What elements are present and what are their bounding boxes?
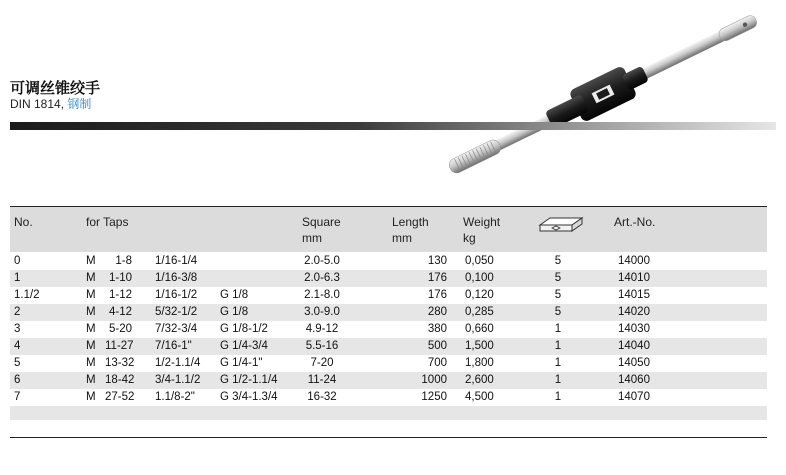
cell-no: 1.1/2 <box>14 289 40 301</box>
table-body <box>10 253 767 420</box>
cell-m-size: 1-8 <box>115 255 132 267</box>
cell-weight: 2,600 <box>465 374 494 386</box>
cell-m-size: 4-12 <box>108 306 132 318</box>
cell-length: 176 <box>427 272 447 284</box>
cell-pack: 1 <box>554 340 562 352</box>
table-bottom-rule <box>10 437 767 438</box>
cell-inch: 7/16-1" <box>155 340 192 352</box>
cell-inch: 1/2-1.1/4 <box>155 357 201 369</box>
product-title: 可调丝锥绞手 <box>10 79 101 97</box>
cell-weight: 1,500 <box>465 340 494 352</box>
cell-art-no: 14050 <box>618 357 650 369</box>
cell-inch: 7/32-3/4 <box>155 323 198 335</box>
cell-m: M <box>86 255 96 267</box>
cell-square: 16-32 <box>307 391 337 403</box>
cell-no: 3 <box>14 323 21 335</box>
cell-inch: 1.1/8-2" <box>155 391 195 403</box>
cell-square: 2.1-8.0 <box>304 289 340 301</box>
table-row-empty <box>10 406 767 420</box>
table-row <box>10 321 767 338</box>
cell-art-no: 14070 <box>618 391 650 403</box>
cell-g: G 1/4-1" <box>220 357 263 369</box>
cell-pack: 5 <box>554 272 562 284</box>
header-square <box>302 214 341 246</box>
cell-m: M <box>86 323 96 335</box>
cell-g: G 1/2-1.1/4 <box>220 374 278 386</box>
cell-inch: 1/16-1/2 <box>155 289 198 301</box>
cell-weight: 0,285 <box>465 306 494 318</box>
cell-no: 7 <box>14 391 21 403</box>
cell-m: M <box>86 306 96 318</box>
cell-no: 0 <box>14 255 21 267</box>
cell-inch: 1/16-3/8 <box>155 272 198 284</box>
product-subtitle <box>10 95 91 112</box>
package-box-icon <box>538 215 584 233</box>
table-row <box>10 304 767 321</box>
cell-art-no: 14020 <box>618 306 650 318</box>
cell-g: G 1/8 <box>220 306 249 318</box>
cell-m-size: 13-32 <box>105 357 135 369</box>
cell-m: M <box>86 272 96 284</box>
cell-g: G 3/4-1.3/4 <box>220 391 278 403</box>
cell-weight: 1,800 <box>465 357 494 369</box>
header-length <box>392 214 429 246</box>
table-row <box>10 389 767 406</box>
header-square-label: Square <box>302 215 341 229</box>
header-weight-unit: kg <box>463 231 476 245</box>
cell-length: 500 <box>427 340 447 352</box>
cell-length: 700 <box>427 357 447 369</box>
cell-art-no: 14015 <box>618 289 650 301</box>
cell-length: 176 <box>427 289 447 301</box>
cell-weight: 0,050 <box>465 255 494 267</box>
section-divider-bar <box>10 122 776 130</box>
header-square-unit: mm <box>302 231 322 245</box>
cell-m-size: 5-20 <box>108 323 132 335</box>
table-row <box>10 253 767 270</box>
cell-m: M <box>86 357 96 369</box>
cell-length: 380 <box>427 323 447 335</box>
cell-g: G 1/4-3/4 <box>220 340 268 352</box>
cell-m: M <box>86 374 96 386</box>
cell-m-size: 27-52 <box>105 391 135 403</box>
header-art-no: Art.-No. <box>614 215 656 229</box>
cell-m: M <box>86 391 96 403</box>
cell-m-size: 11-27 <box>105 340 134 352</box>
table-row <box>10 338 767 355</box>
cell-no: 6 <box>14 374 21 386</box>
cell-weight: 0,660 <box>465 323 494 335</box>
cell-square: 2.0-5.0 <box>304 255 340 267</box>
header-for-taps: for Taps <box>86 215 129 229</box>
table-header <box>10 207 767 252</box>
cell-pack: 1 <box>554 357 562 369</box>
cell-m-size: 1-10 <box>108 272 132 284</box>
cell-inch: 5/32-1/2 <box>155 306 198 318</box>
cell-pack: 5 <box>554 255 562 267</box>
cell-length: 1000 <box>421 374 447 386</box>
cell-m-size: 1-12 <box>108 289 132 301</box>
cell-m-size: 18-42 <box>105 374 135 386</box>
cell-weight: 4,500 <box>465 391 494 403</box>
header-no: No. <box>14 215 33 229</box>
cell-inch: 1/16-1/4 <box>155 255 198 267</box>
cell-pack: 1 <box>554 323 562 335</box>
cell-square: 7-20 <box>310 357 334 369</box>
cell-weight: 0,120 <box>465 289 494 301</box>
cell-art-no: 14060 <box>618 374 650 386</box>
cell-g: G 1/8-1/2 <box>220 323 268 335</box>
standard-label: DIN 1814, <box>10 97 65 111</box>
cell-square: 3.0-9.0 <box>304 306 340 318</box>
cell-m: M <box>86 340 96 352</box>
header-length-label: Length <box>392 215 429 229</box>
cell-length: 130 <box>427 255 447 267</box>
cell-pack: 5 <box>554 289 562 301</box>
cell-no: 1 <box>14 272 21 284</box>
cell-inch: 3/4-1.1/2 <box>155 374 201 386</box>
material-label: 钢制 <box>67 97 92 111</box>
cell-no: 5 <box>14 357 21 369</box>
cell-art-no: 14000 <box>618 255 650 267</box>
cell-m: M <box>86 289 96 301</box>
cell-art-no: 14010 <box>618 272 650 284</box>
cell-square: 4.9-12 <box>305 323 339 335</box>
cell-length: 1250 <box>421 391 447 403</box>
cell-pack: 5 <box>554 306 562 318</box>
cell-square: 11-24 <box>307 374 337 386</box>
table-row <box>10 270 767 287</box>
cell-no: 2 <box>14 306 21 318</box>
cell-square: 2.0-6.3 <box>304 272 340 284</box>
cell-art-no: 14040 <box>618 340 650 352</box>
tap-wrench-icon <box>425 8 785 183</box>
table-row <box>10 372 767 389</box>
cell-length: 280 <box>427 306 447 318</box>
cell-art-no: 14030 <box>618 323 650 335</box>
cell-weight: 0,100 <box>465 272 494 284</box>
header-weight-label: Weight <box>463 215 501 229</box>
cell-g: G 1/8 <box>220 289 249 301</box>
cell-square: 5.5-16 <box>305 340 339 352</box>
cell-pack: 1 <box>554 374 562 386</box>
cell-no: 4 <box>14 340 21 352</box>
table-row <box>10 355 767 372</box>
cell-pack: 1 <box>554 391 562 403</box>
table-row <box>10 287 767 304</box>
header-length-unit: mm <box>392 231 412 245</box>
header-weight <box>463 214 500 246</box>
